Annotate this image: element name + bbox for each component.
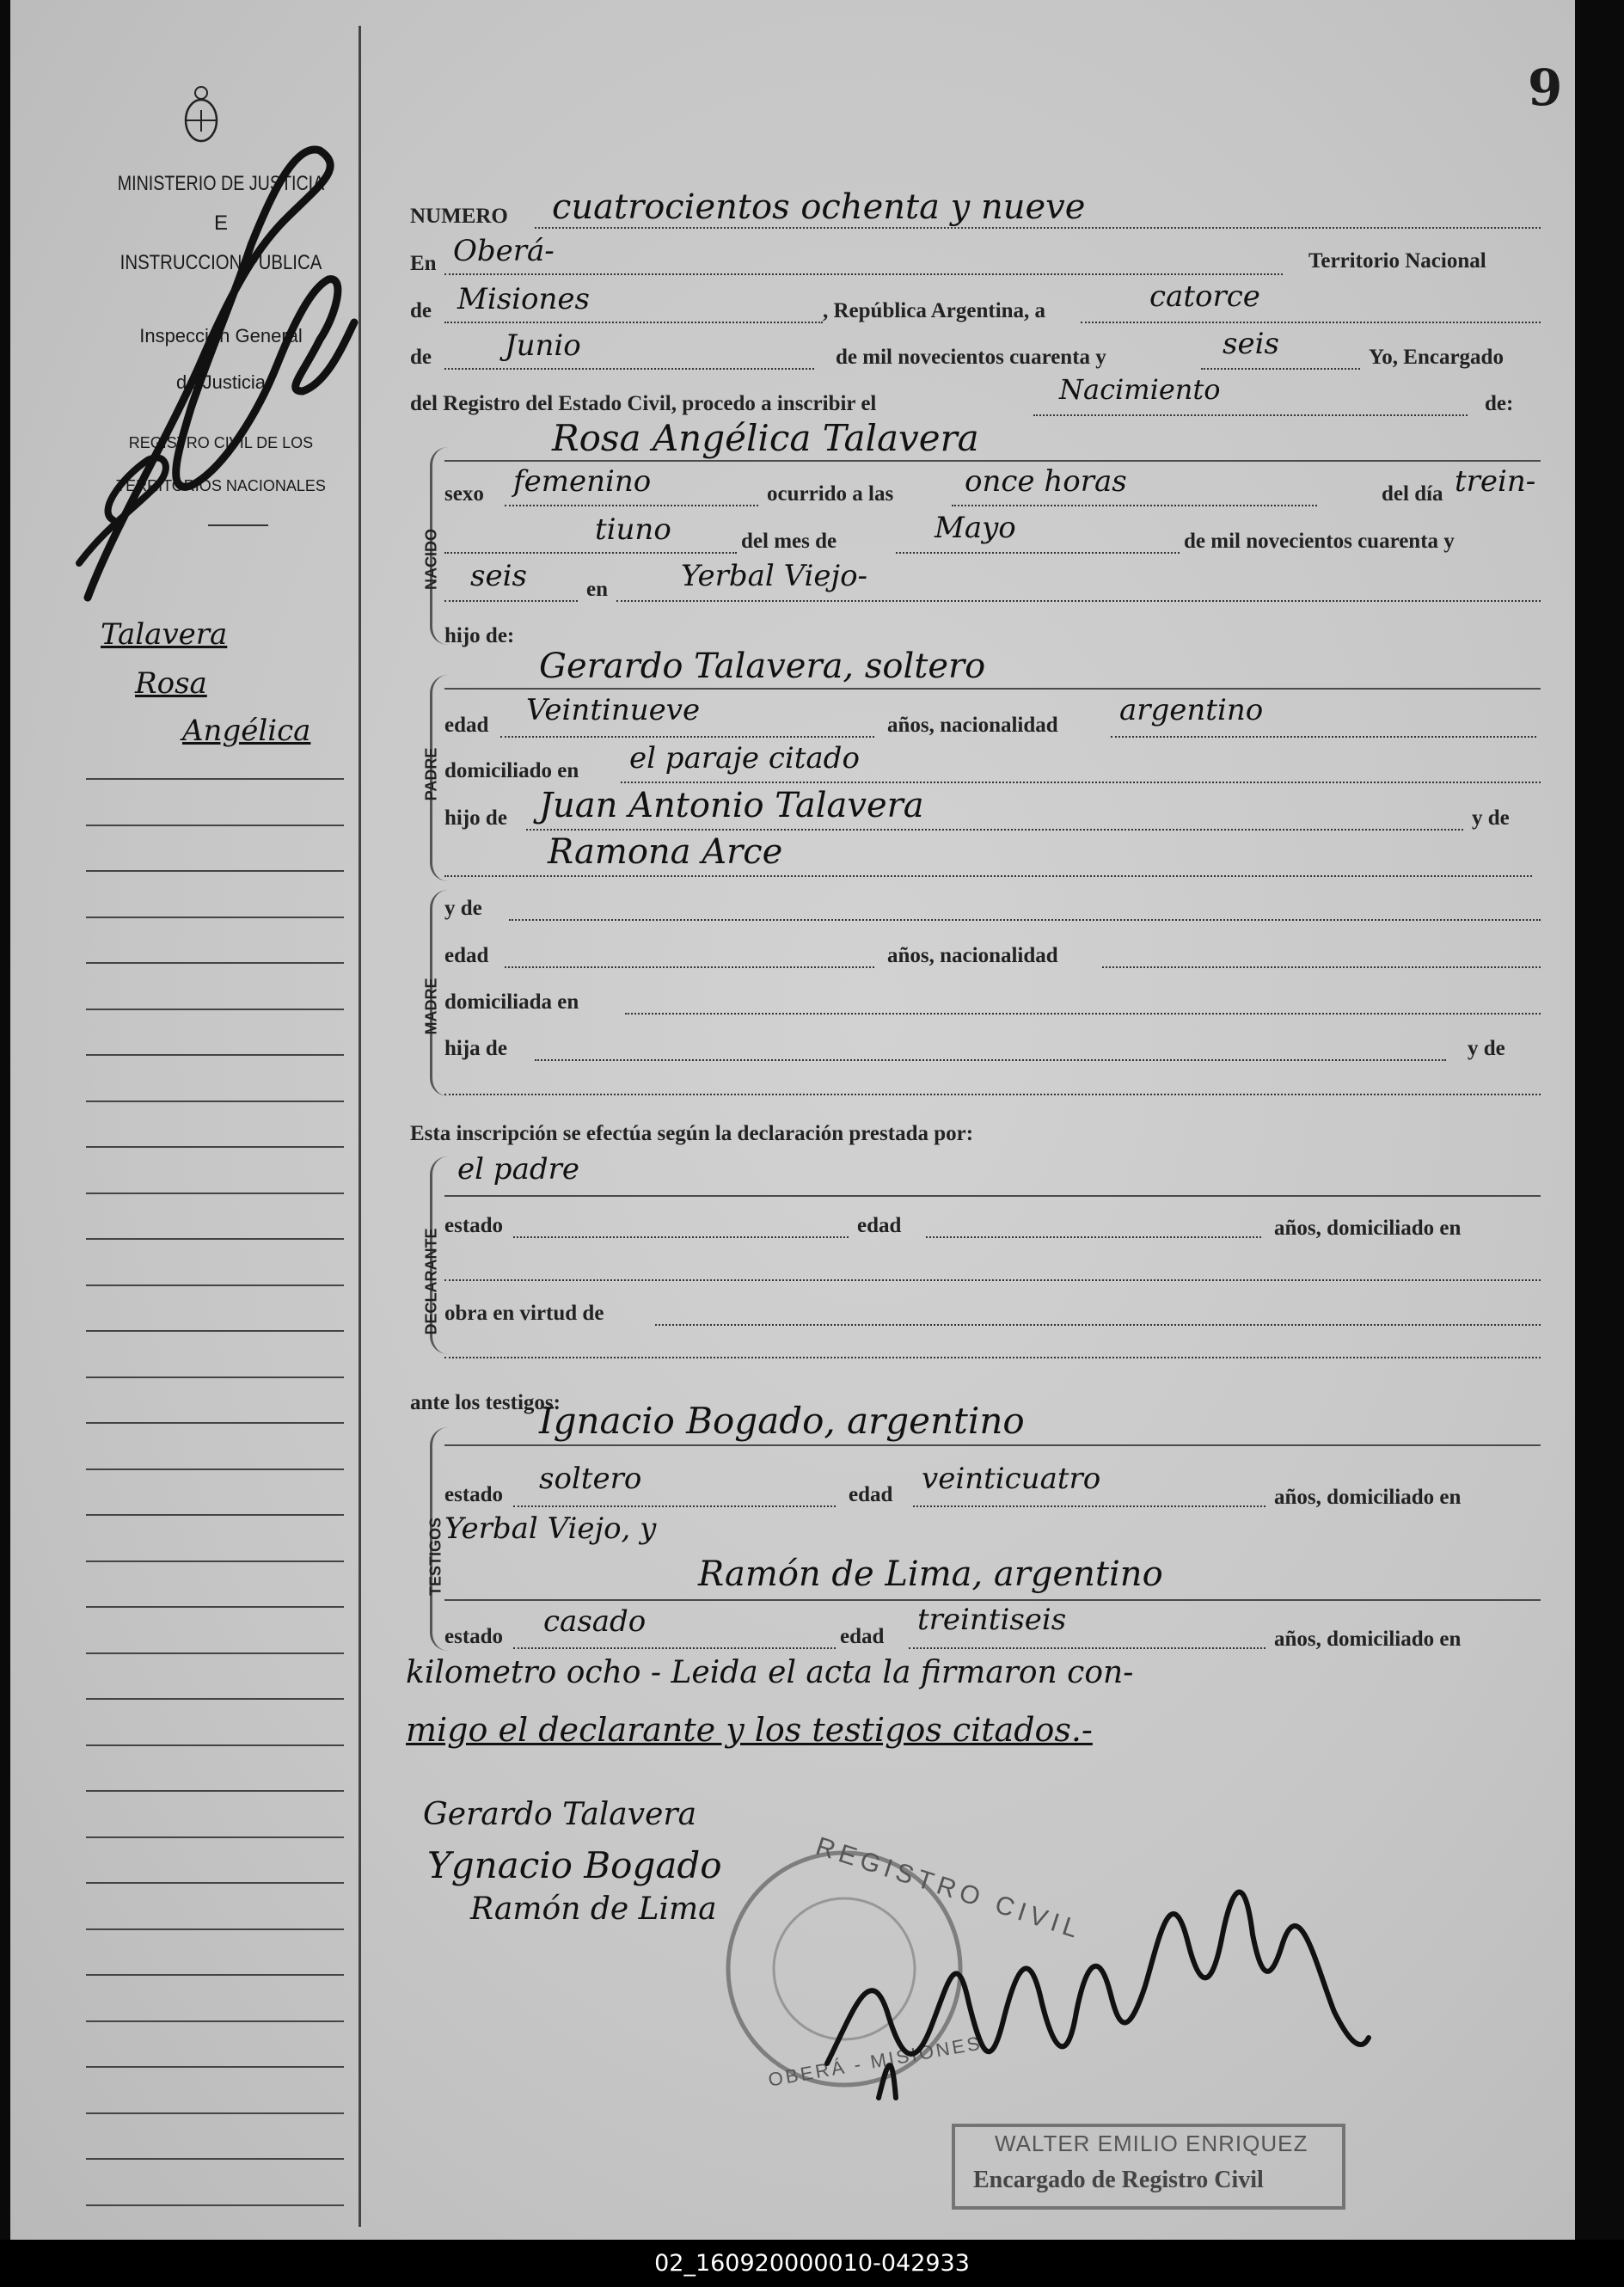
- mes-value: Junio: [505, 328, 581, 363]
- abuela-value: Ramona Arce: [548, 832, 783, 872]
- dia-nac-value-a: trein-: [1455, 464, 1536, 499]
- margin-rule: [86, 1330, 344, 1332]
- hora-dots: [952, 505, 1317, 506]
- en-value: Oberá-: [453, 234, 555, 268]
- anos-nac-label: años, nacionalidad: [887, 714, 1058, 737]
- testigo2-value: Ramón de Lima, argentino: [698, 1554, 1163, 1594]
- margin-note-name2: Angélica: [182, 714, 311, 748]
- t2-estado-label: estado: [444, 1625, 504, 1648]
- domiciliado-label: domiciliado en: [444, 759, 579, 782]
- margin-rule: [86, 917, 344, 918]
- margin-note-name1: Rosa: [135, 666, 207, 701]
- margin-note-surname: Talavera: [101, 617, 228, 652]
- testigo2-rule: [444, 1599, 1541, 1601]
- margin-rule: [86, 962, 344, 964]
- t1-edad-dots: [913, 1505, 1265, 1507]
- nombre-rule: [444, 460, 1541, 462]
- declarante-rule: [444, 1195, 1541, 1197]
- margin-rule: [86, 2204, 344, 2206]
- dec-edad-dots: [926, 1236, 1261, 1238]
- signature-ignacio: Ygnacio Bogado: [427, 1844, 722, 1886]
- margin-signature-icon: [62, 82, 406, 632]
- margin-rule: [86, 1790, 344, 1792]
- margin-rule: [86, 2020, 344, 2022]
- yo-label: Yo, Encargado: [1369, 346, 1504, 369]
- abuelo-dots: [526, 829, 1463, 831]
- margin-rule: [86, 1101, 344, 1102]
- anio-value: seis: [1223, 327, 1279, 361]
- margin-rule: [86, 1422, 344, 1424]
- declarante-side-label: DECLARANTE: [422, 1228, 440, 1335]
- signature-gerardo: Gerardo Talavera: [423, 1797, 697, 1832]
- document-id-footer: [0, 2240, 1624, 2287]
- padre-dom-value: el paraje citado: [629, 741, 860, 776]
- padre-nac-dots: [1111, 736, 1536, 738]
- nacido-side-label: NACIDO: [422, 529, 440, 590]
- madre-side-label: MADRE: [422, 978, 440, 1035]
- obra-dots: [655, 1324, 1541, 1326]
- padre-value: Gerardo Talavera, soltero: [539, 647, 986, 686]
- margin-rule: [86, 1698, 344, 1700]
- ante-label: ante los testigos:: [410, 1391, 561, 1414]
- dia-nac-dots: [444, 552, 737, 554]
- margin-rule: [86, 2112, 344, 2114]
- de2-label: de:: [1485, 392, 1514, 415]
- margin-rule: [86, 1744, 344, 1746]
- margin-rule: [86, 1928, 344, 1930]
- t1-estado-value: soltero: [539, 1462, 642, 1496]
- madre-hija-label: hija de: [444, 1037, 507, 1060]
- madre-anos-label: años, nacionalidad: [887, 944, 1058, 967]
- numero-label: NUMERO: [410, 205, 508, 228]
- padre-dom-dots: [621, 782, 1541, 783]
- sexo-label: sexo: [444, 482, 484, 506]
- margin-rule: [86, 1146, 344, 1148]
- margin-rule: [86, 1836, 344, 1838]
- lugar-value: Yerbal Viejo-: [681, 559, 868, 593]
- anio-dots: [1201, 368, 1360, 370]
- document-id: 02_160920000010-042933: [654, 2250, 970, 2277]
- republica-label: , República Argentina, a: [823, 299, 1046, 322]
- registrar-signature-icon: [818, 1840, 1377, 2115]
- de-value: Misiones: [457, 282, 590, 316]
- t2-edad-dots: [909, 1647, 1265, 1649]
- t2-edad-value: treintiseis: [917, 1603, 1067, 1637]
- padre-rule: [444, 688, 1541, 690]
- rect-stamp-line1: WALTER EMILIO ENRIQUEZ: [995, 2131, 1308, 2156]
- de-label: de: [410, 299, 432, 322]
- abuela-dots: [444, 875, 1532, 877]
- mes-nac-value: Mayo: [935, 511, 1016, 545]
- del-dia-label: del día: [1382, 482, 1443, 506]
- y-de-label: y de: [1472, 806, 1510, 830]
- org-line-e: E: [213, 212, 228, 235]
- inscribir-value: Nacimiento: [1059, 373, 1221, 406]
- stamp-top-text: REGISTRO CIVIL: [812, 1831, 1087, 1946]
- edad-label: edad: [444, 714, 489, 737]
- testigo1-value: Ignacio Bogado, argentino: [539, 1400, 1025, 1442]
- madre-last-dots: [444, 1094, 1541, 1095]
- org-line-justicia: de Justicia: [176, 371, 266, 393]
- del-mes-label: del mes de: [741, 530, 837, 553]
- testigo1-rule: [444, 1444, 1541, 1446]
- org-line-territorios: TERRITORIOS NACIONALES: [116, 477, 326, 494]
- margin-rule: [86, 1514, 344, 1516]
- obra-label: obra en virtud de: [444, 1302, 604, 1325]
- sexo-value: femenino: [513, 464, 652, 499]
- numero-dots: [535, 227, 1541, 229]
- org-line-ministerio: MINISTERIO DE JUSTICIA: [117, 172, 325, 195]
- dia-nac-value-b: tiuno: [595, 512, 671, 547]
- margin-rule: [86, 870, 344, 872]
- abuelo-value: Juan Antonio Talavera: [539, 786, 924, 825]
- hijo-label: hijo de:: [444, 624, 515, 647]
- mes-label: de: [410, 346, 432, 369]
- dec-estado-dots: [513, 1236, 849, 1238]
- mes-dots: [444, 368, 814, 370]
- t1-edad-label: edad: [849, 1483, 893, 1506]
- esta-label: Esta inscripción se efectúa según la declaración prestada por:: [410, 1122, 974, 1145]
- lugar-dots: [616, 600, 1541, 602]
- madre-hija-dots: [535, 1059, 1446, 1061]
- ocurrido-label: ocurrido a las: [767, 482, 894, 506]
- t1-dom-value: Yerbal Viejo, y: [444, 1511, 657, 1546]
- en-dots: [444, 273, 1283, 275]
- margin-rule: [86, 1238, 344, 1240]
- madre-edad-label: edad: [444, 944, 489, 967]
- declarante-value: el padre: [457, 1152, 579, 1186]
- t2-estado-dots: [513, 1647, 836, 1649]
- anio-label: de mil novecientos cuarenta y: [836, 346, 1106, 369]
- padre-nac-value: argentino: [1119, 693, 1264, 727]
- margin-rule: [86, 1606, 344, 1608]
- dia-value: catorce: [1149, 279, 1260, 314]
- margin-rule: [86, 1652, 344, 1654]
- register-sheet: [10, 0, 1575, 2240]
- dec-edad-label: edad: [857, 1214, 902, 1237]
- margin-rule: [86, 1882, 344, 1884]
- de-dots: [444, 322, 823, 323]
- margin-rule: [86, 1974, 344, 1976]
- margin-rule: [86, 1054, 344, 1056]
- hijo-de-label: hijo de: [444, 806, 507, 830]
- t2-dom-value: kilometro ocho - Leida el acta la firmaron con-: [406, 1655, 1134, 1690]
- t1-edad-value: veinticuatro: [922, 1462, 1101, 1496]
- hora-value: once horas: [965, 464, 1127, 499]
- t1-anos-label: años, domiciliado en: [1274, 1486, 1462, 1509]
- t2-anos-label: años, domiciliado en: [1274, 1628, 1462, 1651]
- obra-dots-2: [444, 1357, 1541, 1358]
- madre-dom-label: domiciliada en: [444, 990, 579, 1014]
- en-label: En: [410, 252, 437, 275]
- inscribir-dots: [1033, 414, 1468, 416]
- dia-dots: [1081, 322, 1541, 323]
- madre-edad-dots: [505, 966, 874, 968]
- madre-y-de2-label: y de: [1468, 1037, 1505, 1060]
- org-line-registro: REGISTRO CIVIL DE LOS: [128, 434, 314, 451]
- dec-anos-label: años, domiciliado en: [1274, 1217, 1462, 1240]
- madre-y-de-label: y de: [444, 897, 482, 920]
- t2-estado-value: casado: [543, 1604, 647, 1639]
- padre-edad-dots: [500, 736, 874, 738]
- org-line-instruccion: INSTRUCCION PUBLICA: [120, 251, 322, 274]
- signature-ramon: Ramón de Lima: [470, 1892, 717, 1927]
- page-number: 9: [1528, 58, 1563, 117]
- org-line-inspeccion: Inspección General: [139, 325, 303, 346]
- madre-name-dots: [509, 919, 1541, 921]
- margin-rule: [86, 1560, 344, 1562]
- anio-nac-dots: [444, 600, 578, 602]
- margin-rule: [86, 1193, 344, 1194]
- en2-label: en: [586, 578, 608, 601]
- margin-rule: [86, 825, 344, 826]
- madre-nac-dots: [1102, 966, 1541, 968]
- dec-dom-dots: [444, 1279, 1541, 1281]
- rect-stamp-line2: Encargado de Registro Civil: [973, 2167, 1264, 2193]
- testigos-side-label: TESTIGOS: [426, 1518, 444, 1597]
- margin-rule: [86, 1468, 344, 1470]
- margin-rule: [86, 1376, 344, 1378]
- padre-edad-value: Veintinueve: [526, 693, 701, 727]
- margin-rule: [86, 2158, 344, 2160]
- stamp-bottom-text: OBERÁ - MISIONES: [766, 2032, 984, 2091]
- anio-nac-value: seis: [470, 559, 527, 593]
- mil-label: de mil novecientos cuarenta y: [1184, 530, 1455, 553]
- nombre-value: Rosa Angélica Talavera: [552, 417, 979, 459]
- registro-label: del Registro del Estado Civil, procedo a inscribir el: [410, 392, 877, 415]
- margin-rule: [86, 1009, 344, 1010]
- t1-estado-label: estado: [444, 1483, 504, 1506]
- margin-rule: [86, 778, 344, 780]
- t2-edad-label: edad: [840, 1625, 885, 1648]
- territorio-label: Territorio Nacional: [1308, 249, 1486, 273]
- cierre-value: migo el declarante y los testigos citados.-: [406, 1711, 1093, 1749]
- madre-dom-dots: [625, 1013, 1541, 1015]
- sexo-dots: [505, 505, 758, 506]
- margin-rule: [86, 1285, 344, 1286]
- numero-value: cuatrocientos ochenta y nueve: [552, 187, 1086, 227]
- margin-rule: [86, 2066, 344, 2068]
- estado-label: estado: [444, 1214, 504, 1237]
- mes-nac-dots: [896, 552, 1180, 554]
- t1-estado-dots: [513, 1505, 836, 1507]
- padre-side-label: PADRE: [422, 747, 440, 801]
